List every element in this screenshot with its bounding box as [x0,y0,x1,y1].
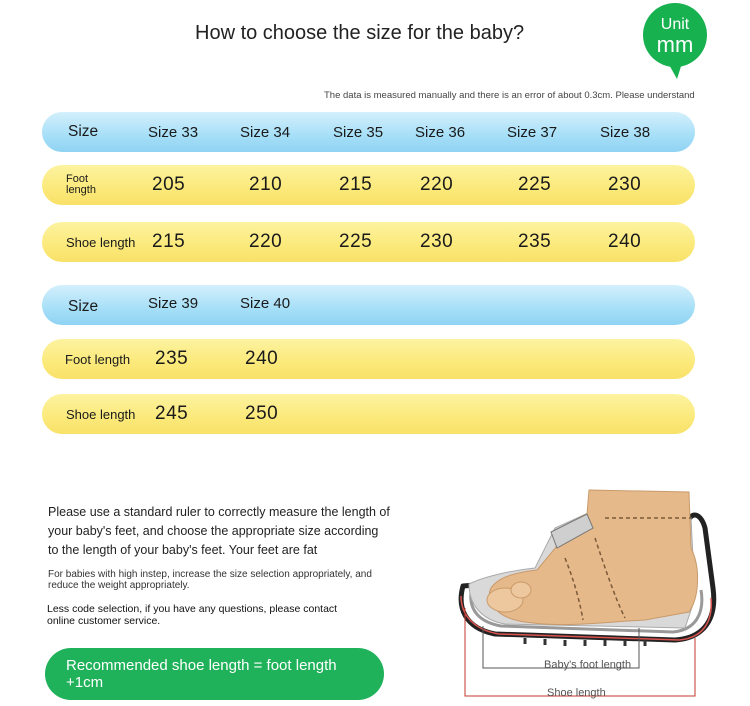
size-row-1 [42,112,695,152]
foot-length-label: Foot length [65,351,131,367]
shoe-length-diagram-label: Shoe length [547,687,606,699]
contact-note [47,603,337,627]
shoe-measurement-illustration [455,488,745,706]
foot-length-cell: 230 [608,174,642,195]
measure-instructions [48,503,390,560]
unit-badge [643,3,707,67]
recommendation-line: Recommended shoe length = foot length [66,657,337,674]
size-cell: Size 39 [148,294,199,312]
instruction-line: your baby's feet, and choose the appropriate size according [48,524,379,538]
foot-length-label: Foot length [66,173,96,196]
foot-length-row-1 [42,165,695,205]
unit-word: Unit [660,16,690,33]
size-cell: Size 38 [600,123,651,141]
size-cell: Size 40 [240,294,291,312]
shoe-length-cell: 230 [420,231,454,252]
foot-length-cell: 210 [249,174,283,195]
shoe-length-cell: 220 [249,231,283,252]
unit-value: mm [656,32,694,57]
foot-length-cell: 215 [339,174,373,195]
shoe-length-cell: 240 [608,231,642,252]
foot-length-cell: 225 [518,174,552,195]
instruction-line: to the length of your baby's feet. Your feet are fat [48,543,318,557]
foot-length-cell: 235 [155,348,189,369]
foot-in-shoe-icon [455,488,745,706]
size-row-label: Size [68,123,99,140]
shoe-length-label: Shoe length [66,234,136,250]
size-cell: Size 35 [333,123,384,141]
instruction-line: Less code selection, if you have any questions, please contact [47,603,338,615]
size-cell: Size 33 [148,123,199,141]
shoe-length-row-2 [42,394,695,434]
instruction-line: For babies with high instep, increase the size selection appropriately, and [48,569,372,580]
size-row-2 [42,285,695,325]
shoe-length-cell: 245 [155,403,189,424]
baby-foot-length-label: Baby's foot length [544,659,632,671]
instruction-line: Please use a standard ruler to correctly measure the length of [48,505,390,519]
instruction-line: online customer service. [47,615,161,627]
instruction-line: reduce the weight appropriately. [48,580,190,591]
recommendation-banner [45,648,384,700]
size-cell: Size 36 [415,123,466,141]
shoe-length-label: Shoe length [66,406,136,422]
shoe-length-cell: 250 [245,403,279,424]
recommendation-line: +1cm [66,674,104,691]
shoe-length-cell: 235 [518,231,552,252]
foot-length-cell: 240 [245,348,279,369]
foot-length-row-2 [42,339,695,379]
page-title: How to choose the size for the baby? [195,22,525,44]
measurement-note: The data is measured manually and there is an error of about 0.3cm. Please understand [324,90,695,101]
shoe-length-cell: 225 [339,231,373,252]
instep-note [48,569,372,591]
size-cell: Size 34 [240,123,291,141]
size-cell: Size 37 [507,123,558,141]
shoe-length-cell: 215 [152,231,186,252]
foot-length-cell: 205 [152,174,186,195]
shoe-length-row-1 [42,222,695,262]
foot-length-cell: 220 [420,174,454,195]
size-row-label: Size [68,298,99,315]
